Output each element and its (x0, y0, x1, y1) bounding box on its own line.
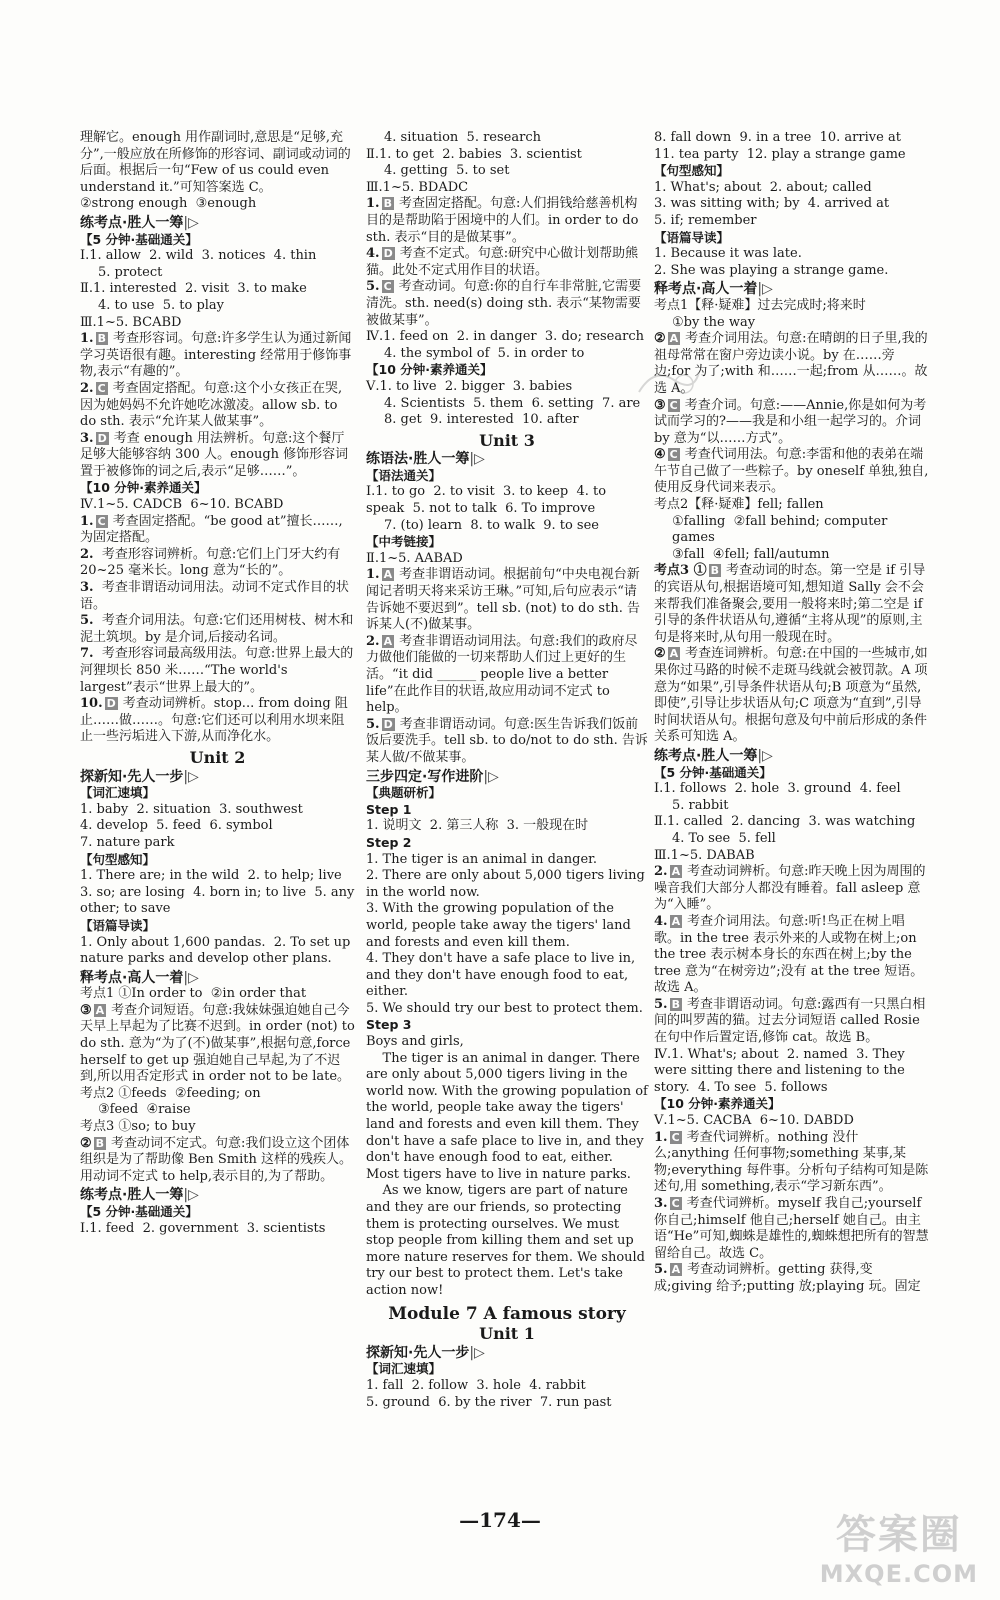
section-heading-text: 练考点·胜人一筹 (654, 747, 758, 764)
explanation-text: 考查介词用法。句意:在晴朗的日子里,我的祖母常常在窗户旁边读小说。by 在……旁边;for 为了;with 和……一起;from 从……。故选 A。 (654, 331, 928, 396)
question-number: 2. (654, 864, 668, 880)
subsection-label: 【10 分钟·素养通关】 (366, 362, 493, 378)
subsection-label: Step 3 (366, 1017, 412, 1033)
explanation-text: 考查动词辨析。句意:昨天晚上因为周围的噪音我们大部分人都没有睡着。fall asleep 意为“入睡”。 (654, 864, 926, 913)
question-number: 5. (366, 716, 380, 732)
section-heading (366, 1345, 648, 1362)
subsection-label: 【词汇速填】 (80, 785, 156, 801)
subsection-label: 【中考链接】 (366, 534, 442, 550)
question-explanation (80, 613, 355, 646)
answer-line: 1. baby 2. situation 3. southwest (80, 801, 303, 817)
question-number: 5. (654, 1262, 668, 1278)
answer-line: 考点2【释·疑难】fell; fallen (654, 497, 824, 513)
question-number: ② (654, 646, 666, 662)
answer-line: 1. 说明文 2. 第三人称 3. 一般现在时 (366, 818, 589, 834)
question-explanation (654, 1130, 930, 1196)
explanation-text: 考查非谓语动词。句意:露西有一只黑白相间的叫罗茜的猫。过去分词短语 called Rosie 在句中作后置定语,修饰 cat。故选 B。 (654, 996, 926, 1046)
answer-line: 1. Only about 1,600 pandas. 2. To set up nature parks and develop other plans. (80, 934, 355, 967)
answer-line: 11. tea party 12. play a strange game (654, 146, 906, 162)
question-explanation (654, 914, 930, 997)
subsection-label: Step 1 (366, 801, 412, 817)
answer-letter-badge: C (669, 448, 678, 462)
answer-line: 考点1【释·疑难】过去完成时;将来时 (654, 297, 866, 313)
answer-line: 4. Scientists 5. them 6. setting 7. are (384, 395, 641, 411)
explanation-text: 考查固定搭配。句意:人们捐钱给慈善机构目的是帮助陷于困境中的人们。in order to do sth. 表示“目的是做某事”。 (366, 196, 643, 245)
explanation-text: 考查不定式。句意:研究中心做计划帮助熊猫。此处不定式用作目的状语。 (366, 246, 639, 278)
question-number: 5. (80, 613, 94, 629)
answer-line: Ⅱ.1. interested 2. visit 3. to make (80, 281, 307, 297)
section-heading-text: 探新知·先人一步 (80, 768, 184, 785)
answer-letter-badge: A (383, 634, 393, 648)
explanation-text: 考查 enough 用法辨析。句意:这个餐厅足够大能够容纳 300 人。enough 修饰形容词置于被修饰的词之后,表示“足够……”。 (80, 430, 349, 479)
section-heading (366, 451, 648, 468)
question-number: 1. (80, 331, 94, 347)
answer-line: 8. fall down 9. in a tree 10. arrive at (654, 130, 901, 145)
explanation-text: 考查动词。句意:你的自行车非常脏,它需要清洗。sth. need(s) doing sth. 表示“某物需要被做某事”。 (366, 279, 642, 328)
answer-letter-badge: D (383, 247, 393, 261)
question-explanation (80, 696, 355, 746)
answer-line: 4. develop 5. feed 6. symbol (80, 818, 273, 834)
answer-line: Ⅰ.1. allow 2. wild 3. notices 4. thin (80, 248, 317, 264)
answer-line: Ⅰ.1. to go 2. to visit 3. to keep 4. to speak 5. not to talk 6. To improve (366, 484, 611, 517)
answer-line: 8. get 9. interested 10. after (384, 412, 579, 428)
answer-line: The tiger is an animal in danger. There are only about 5,000 tigers living in the world now. With the growing population of the world, people take away the tigers' land and forests and even kill them. They don't have a safe place to live in, and they don't have enough food to eat, either. Most tigers have to live in nature parks. (366, 1050, 652, 1182)
answer-line: 考点3 ①so; to buy (80, 1119, 196, 1135)
answer-letter-badge: A (669, 647, 679, 661)
section-heading-text: 练语法·胜人一筹 (366, 451, 470, 468)
subsection-label: 【语篇导读】 (80, 917, 156, 933)
answer-letter-badge: B (383, 197, 392, 211)
explanation-text: 考查介词短语。句意:我妹妹强迫她自己今天早上早起为了比赛不迟到。in order (not) to do sth. 意为“为了(不)做某事”,根据句意,force herself to get up 强迫她自己早起,为了不迟到,所以用否定形式 in order not to be late。 (80, 1002, 359, 1085)
answer-line: Ⅰ.1. feed 2. government 3. scientists (80, 1220, 326, 1236)
answer-line: As we know, tigers are part of nature and they are our friends, so protecting them is protecting ourselves. We must stop people from killing them and set up more nature reserves for them. We should try our best to protect them. Let's take action now! (366, 1183, 650, 1298)
explanation-text: 考查介词用法。句意:听!鸟正在树上唱歌。in the tree 表示外来的人或物在树上;on the tree 表示树本身长的东西在树上;by the tree 意为“在树旁边”;没有 at the tree 短语。故选 A。 (654, 913, 924, 996)
answer-line: Ⅲ.1~5. BDADC (366, 179, 469, 195)
section-heading (80, 215, 355, 232)
answer-line: 4. to use 5. to play (98, 297, 225, 313)
column-right (654, 130, 930, 1296)
answer-line: 4. getting 5. to set (384, 163, 510, 179)
explanation-text: 考查代词辨析。myself 我自己;yourself 你自己;himself 他自己;herself 她自己。由主语“He”可知,蜘蛛是雄性的,蜘蛛想把所有的智慧留给自己。故选 C。 (654, 1196, 929, 1261)
answer-line: 4. situation 5. research (384, 130, 541, 145)
question-number: ② (80, 1135, 92, 1151)
section-arrow-icon: |▷ (483, 768, 499, 785)
question-explanation (654, 447, 930, 497)
question-explanation (366, 246, 648, 279)
question-number: 7. (80, 646, 94, 662)
answer-line: 2. There are only about 5,000 tigers living in the world now. (366, 868, 649, 900)
question-explanation (80, 431, 355, 481)
question-number: 1. (654, 1129, 668, 1145)
section-arrow-icon: |▷ (183, 969, 199, 986)
question-number: 1. (366, 567, 380, 583)
answer-letter-badge: B (671, 997, 680, 1011)
subsection-label: 【5 分钟·基础通关】 (654, 764, 772, 780)
question-number: ③ (654, 397, 666, 413)
module-title: Module 7 A famous story (388, 1303, 626, 1324)
answer-line: ①falling ②fall behind; computer games (672, 513, 892, 546)
answer-letter-badge: B (710, 564, 719, 578)
answer-line: 5. protect (98, 264, 163, 280)
answer-letter-badge: A (95, 1003, 105, 1017)
answer-line: Ⅴ.1~5. CACBA 6~10. DABDD (654, 1113, 854, 1129)
explanation-text: 考查固定搭配。句意:这个小女孩正在哭,因为她妈妈不允许她吃冰激凌。allow sb. to do sth. 表示“允许某人做某事”。 (80, 380, 343, 430)
subsection-label: 【语法通关】 (366, 467, 442, 483)
explanation-text: 考查非谓语动词用法。句意:我们的政府尽力做他们能做的一切来帮助人们过上更好的生活。“it did ______ people live a better life”在此作目的状语,故应用动词不定式 to help。 (366, 633, 638, 716)
answer-line: 1. The tiger is an animal in danger. (366, 851, 598, 867)
question-number: 5. (654, 996, 668, 1012)
answer-line: 2. She was playing a strange game. (654, 262, 889, 278)
answer-line: Ⅳ.1. What's; about 2. named 3. They were sitting there and listening to the story. 4. To see 5. follows (654, 1046, 909, 1095)
answer-line: 7. nature park (80, 834, 175, 850)
question-number: 1. (80, 513, 94, 529)
subsection-label: 【语篇导读】 (654, 229, 730, 245)
question-number: 2. (366, 633, 380, 649)
column-left (80, 130, 359, 1237)
question-explanation (80, 514, 355, 547)
section-heading-text: 练考点·胜人一筹 (80, 1187, 184, 1204)
answer-line: ③fall ④fell; fall/autumn (672, 546, 830, 562)
answer-line: 5. We should try our best to protect them. (366, 1000, 643, 1016)
question-explanation (654, 1196, 930, 1262)
answer-line: 理解它。enough 用作副词时,意思是“足够,充分”,一般应放在所修饰的形容词、副词或动词的后面。根据后一句“Few of us could even understand it.”可知答案选 C。 (80, 130, 351, 195)
answer-line: 1. Because it was late. (654, 246, 802, 262)
page-number: —174— (459, 1508, 541, 1532)
section-arrow-icon: |▷ (469, 1344, 485, 1361)
answer-letter-badge: A (669, 332, 679, 346)
question-number: 4. (366, 246, 380, 262)
subsection-label: 【5 分钟·基础通关】 (80, 1204, 198, 1219)
explanation-text: 考查动词的时态。第一空是 if 引导的宾语从句,根据语境可知,想知道 Sally 会不会来帮我们准备聚会,要用一般将来时;第二空是 if 引导的条件状语从句,遵循“主将从现”的原则,主句是将来时,从句用一般现在时。 (654, 563, 927, 645)
unit-title: Unit 3 (479, 430, 535, 450)
question-explanation (80, 646, 355, 696)
answer-letter-badge: B (95, 1136, 105, 1150)
section-arrow-icon: |▷ (757, 747, 773, 764)
question-explanation (654, 398, 930, 448)
question-number: 3. (80, 580, 94, 596)
explanation-text: 考查非谓语动词用法。动词不定式作目的状语。 (80, 580, 349, 612)
answer-line: ③feed ④raise (98, 1102, 191, 1118)
answer-line: Ⅳ.1. feed on 2. in danger 3. do; research (366, 329, 644, 345)
question-explanation (654, 646, 930, 746)
explanation-text: 考查非谓语动词。句意:医生告诉我们饭前饭后要洗手。tell sb. to do/not to do sth. 告诉某人做/不做某事。 (366, 716, 648, 765)
section-heading-text: 练考点·胜人一筹 (80, 214, 184, 231)
answer-line: Ⅳ.1~5. CADCB 6~10. BCABD (80, 497, 284, 513)
answer-letter-badge: B (97, 332, 106, 346)
section-heading-text: 探新知·先人一步 (366, 1344, 470, 1361)
subsection-label: 【典题研析】 (366, 785, 442, 801)
answer-letter-badge: D (97, 431, 107, 445)
explanation-text: 考查固定搭配。“be good at”擅长……,为固定搭配。 (80, 513, 343, 546)
question-explanation (654, 997, 930, 1047)
answer-line: Ⅲ.1~5. BCABD (80, 314, 182, 330)
subsection-label: Step 2 (366, 834, 412, 850)
unit-title: Unit 1 (479, 1324, 535, 1344)
answer-line: Ⅴ.1. to live 2. bigger 3. babies (366, 378, 573, 394)
section-arrow-icon: |▷ (469, 451, 485, 468)
answer-line: Ⅱ.1. called 2. dancing 3. was watching (654, 814, 916, 830)
answer-line: 4. To see 5. fell (672, 830, 776, 846)
answer-line: 5. ground 6. by the river 7. run past (366, 1394, 612, 1410)
answer-line: 考点1 ①In order to ②in order that (80, 986, 307, 1002)
question-explanation (366, 279, 648, 329)
section-heading (654, 281, 930, 298)
question-number: 考点3 ① (654, 563, 707, 579)
subsection-label: 【5 分钟·基础通关】 (80, 231, 198, 247)
explanation-text: 考查非谓语动词。根据前句“中央电视台新闻记者明天将来采访王琳。”可知,后句应表示“请告诉她不要迟到”。tell sb. (not) to do sth. 告诉某人(不)做某事。 (366, 567, 640, 633)
section-heading-text: 释考点·高人一着 (80, 969, 184, 986)
explanation-text: 考查介词。句意:——Annie,你是如何为考试而学习的?——我是和小组一起学习的。介词 by 意为“以……方式”。 (654, 397, 927, 446)
question-number: 3. (80, 430, 94, 446)
explanation-text: 考查动词辨析。stop... from doing 阻止……做……。句意:它们还可以利用水坝来阻止一些污垢进入下游,从而净化水。 (80, 696, 348, 745)
answer-letter-badge: C (671, 1197, 680, 1210)
answer-line: Ⅰ.1. follows 2. hole 3. ground 4. feel (654, 781, 901, 797)
question-explanation (80, 1002, 359, 1086)
answer-line: 5. rabbit (672, 797, 729, 813)
explanation-text: 考查连词辨析。句意:在中国的一些城市,如果你过马路的时候不走斑马线就会被罚款。A 项意为“如果”,引导条件状语从句;B 项意为“虽然,即使”,引导让步状语从句;C 项意为“直到”,引导时间状语从句。根据句意及句中前后形成的条件关系可知选 A。 (654, 646, 928, 745)
explanation-text: 考查形容词最高级用法。句意:世界上最大的河狸坝长 850 米……“The world's largest”表示“世界上最大的”。 (80, 646, 354, 695)
explanation-text: 考查形容词辨析。句意:它们上门牙大约有 20~25 毫米长。long 意为“长的”。 (80, 546, 345, 579)
answer-line: ①by the way (672, 314, 756, 330)
question-explanation (366, 196, 648, 246)
question-explanation (80, 547, 355, 580)
section-heading (80, 1187, 355, 1204)
question-explanation (654, 563, 930, 646)
answer-letter-badge: C (671, 1130, 680, 1144)
section-arrow-icon: |▷ (183, 768, 199, 785)
site-watermark (820, 1503, 978, 1588)
question-explanation (80, 580, 355, 613)
question-explanation (80, 1136, 355, 1186)
answer-line: Boys and girls, (366, 1034, 464, 1050)
answer-line: 4. They don't have a safe place to live in, and they don't have enough food to eat, either. (366, 951, 640, 1000)
answer-line: 4. the symbol of 5. in order to (384, 345, 585, 361)
question-number: 1. (366, 196, 380, 212)
question-explanation (366, 634, 648, 717)
subsection-label: 【词汇速填】 (366, 1361, 442, 1377)
question-explanation (80, 381, 355, 431)
explanation-text: 考查介词用法。句意:它们还用树枝、树木和泥土筑坝。by 是介词,后接动名词。 (80, 613, 354, 645)
section-heading (654, 748, 930, 765)
answer-letter-badge: A (671, 865, 681, 879)
answer-letter-badge: D (106, 697, 116, 711)
question-number: 4. (654, 913, 668, 929)
question-explanation (654, 864, 930, 914)
question-number: 2. (80, 546, 94, 562)
question-explanation (366, 567, 648, 633)
section-heading (366, 769, 648, 786)
answer-line: Ⅲ.1~5. DABAB (654, 847, 755, 863)
explanation-text: 考查形容词。句意:许多学生认为通过新闻学习英语很有趣。interesting 经常用于修饰事物,表示“有趣的”。 (80, 331, 352, 380)
answer-line: 1. fall 2. follow 3. hole 4. rabbit (366, 1377, 586, 1393)
faint-stamp-icon (634, 362, 704, 402)
section-heading (80, 970, 355, 987)
answer-letter-badge: C (97, 514, 106, 528)
answer-letter-badge: D (383, 717, 393, 731)
section-arrow-icon: |▷ (183, 214, 199, 231)
answer-letter-badge: A (383, 568, 393, 582)
question-number: ② (654, 331, 666, 347)
question-explanation (366, 717, 648, 767)
answer-line: Ⅱ.1. to get 2. babies 3. scientist (366, 146, 582, 162)
unit-title: Unit 2 (189, 747, 246, 767)
column-middle (366, 130, 652, 1411)
subsection-label: 【句型感知】 (80, 851, 156, 867)
watermark-logo-text: 答案圈 (835, 1512, 962, 1558)
explanation-text: 考查动词不定式。句意:我们设立这个团体组织是为了帮助像 Ben Smith 这样的残疾人。用动词不定式 to help,表示目的,为了帮助。 (80, 1135, 353, 1184)
section-arrow-icon: |▷ (757, 281, 773, 298)
question-explanation (654, 1262, 930, 1295)
question-number: ③ (80, 1002, 92, 1018)
answer-line: 3. so; are losing 4. born in; to live 5. any other; to save (80, 884, 359, 917)
answer-line: 5. if; remember (654, 212, 757, 228)
explanation-text: 考查代词用法。句意:李雷和他的表弟在端午节自己做了一些粽子。by oneself 单独,独自,使用反身代词来表示。 (654, 447, 929, 496)
answer-line: 考点2 ①feeds ②feeding; on (80, 1085, 261, 1101)
subsection-label: 【句型感知】 (654, 163, 730, 179)
answer-letter-badge: C (383, 280, 392, 294)
question-number: ④ (654, 447, 666, 463)
answer-letter-badge: C (97, 381, 106, 395)
subsection-label: 【10 分钟·素养通关】 (80, 480, 207, 496)
answer-line: Ⅱ.1~5. AABAD (366, 550, 463, 566)
answer-letter-badge: C (669, 398, 678, 412)
section-heading-text: 释考点·高人一着 (654, 281, 758, 298)
answer-line: 3. With the growing population of the world, people take away the tigers' land and forests and even kill them. (366, 901, 635, 950)
subsection-label: 【10 分钟·素养通关】 (654, 1096, 781, 1112)
answer-line: 1. What's; about 2. about; called (654, 179, 872, 195)
section-heading-text: 三步四定·写作进阶 (366, 768, 484, 785)
answer-letter-badge: A (671, 914, 681, 928)
section-heading (80, 769, 355, 786)
section-arrow-icon: |▷ (183, 1187, 199, 1204)
explanation-text: 考查动词辨析。getting 获得,变成;giving 给予;putting 放;playing 玩。固定 (654, 1262, 921, 1294)
question-number: 2. (80, 380, 94, 396)
explanation-text: 考查代词辨析。nothing 没什么;anything 任何事物;something 某事,某物;everything 每件事。分析句子结构可知是陈述句,用 something,表示“学习新东西”。 (654, 1129, 929, 1195)
question-number: 5. (366, 279, 380, 295)
answer-line: 7. (to) learn 8. to walk 9. to see (384, 517, 599, 533)
question-explanation (80, 331, 355, 381)
question-number: 3. (654, 1196, 668, 1211)
watermark-url: MXQE.COM (819, 1560, 978, 1588)
answer-line: ②strong enough ③enough (80, 196, 257, 212)
answer-letter-badge: A (671, 1263, 681, 1277)
question-number: 10. (80, 696, 103, 712)
answer-line: 3. was sitting with; by 4. arrived at (654, 196, 890, 212)
answer-line: 1. There are; in the wild 2. to help; live (80, 868, 342, 884)
